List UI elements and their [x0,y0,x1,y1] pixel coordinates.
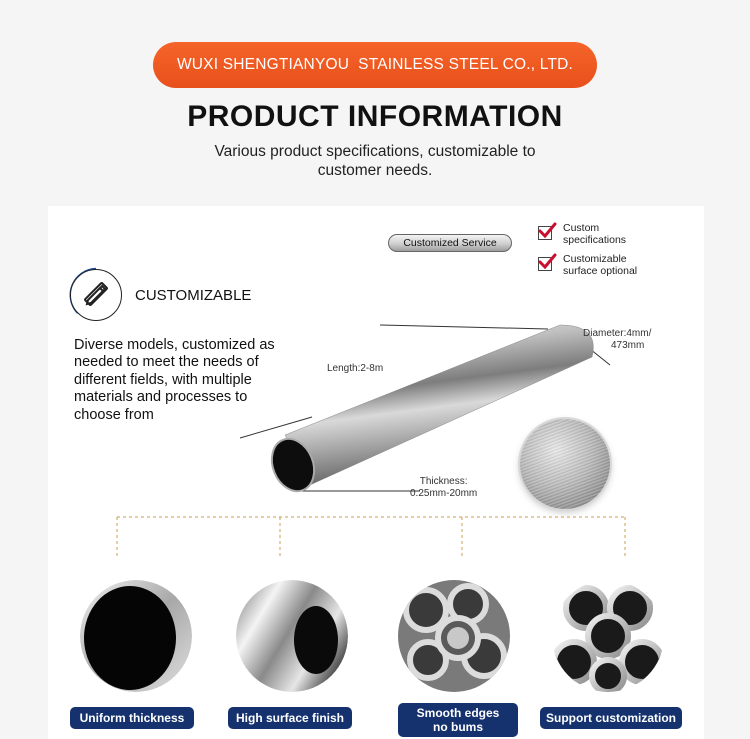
customizable-description: Diverse models, customized as needed to meet the needs of different fields, with multiple materials and processes to choose from [74,337,275,423]
option-label: Customizable [563,253,627,265]
feature-label-high-surface-finish: High surface finish [228,707,352,729]
thickness-label: Thickness: 0.25mm-20mm [410,476,478,499]
feature-label-smooth-edges: Smooth edges no bums [398,703,518,737]
feature-label-support-customization: Support customization [540,707,682,729]
feature-label-uniform-thickness: Uniform thickness [70,707,194,729]
diameter-label: Diameter:4mm/ 473mm [583,328,652,351]
option-label: surface optional [563,264,638,277]
option-label: Custom [563,222,600,234]
smooth-edges-image [398,580,510,692]
uniform-thickness-image [80,580,192,692]
high-surface-finish-image [236,580,348,692]
customized-service-badge: Customized Service [388,234,512,252]
page-subtitle: Various product specifications, customizable to customer needs. [214,143,536,179]
customizable-heading: CUSTOMIZABLE [135,287,252,304]
company-name-banner: WUXI SHENGTIANYOU STAINLESS STEEL CO., LTD. [153,42,597,88]
page-title: PRODUCT INFORMATION [187,100,563,133]
support-customization-image [552,580,664,692]
length-label: Length:2-8m [327,363,384,374]
option-label: specifications [563,233,627,246]
